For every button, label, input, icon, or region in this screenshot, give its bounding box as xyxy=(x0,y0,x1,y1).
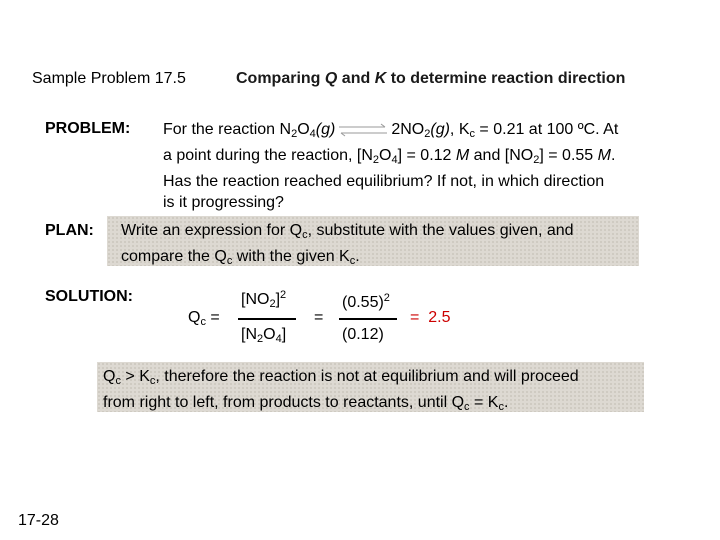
value-denominator: (0.12) xyxy=(342,326,384,343)
fraction-bar xyxy=(238,318,296,320)
title-pre: Comparing xyxy=(236,70,325,87)
title-post: to determine reaction direction xyxy=(386,70,626,87)
solution-label: SOLUTION: xyxy=(45,288,133,305)
title-k: K xyxy=(374,70,387,87)
plan-line-1: Write an expression for $Q_c$, substitute with the values given, and xyxy=(121,222,574,241)
problem-line-4: is it progressing? xyxy=(163,194,284,211)
problem-line-3: Has the reaction reached equilibrium? If not, in which direction xyxy=(163,173,605,190)
value-numerator: $(0.55)^2$ xyxy=(342,292,390,311)
conclusion-text xyxy=(103,366,643,418)
conclusion-line-2: from right to left, from products to reactants, until $Q_c = K_c$. xyxy=(103,394,509,413)
sample-problem-number: Sample Problem 17.5 xyxy=(32,70,186,87)
page-number: 17-28 xyxy=(18,512,59,529)
value-fraction-bar xyxy=(339,318,397,320)
fraction-denominator: $[N_2O_4]$ xyxy=(241,326,287,345)
problem-line-1: For the reaction $N_2O_4(g)$ $2NO_2(g)$, $K_c = 0.21$ at 100 ºC. At xyxy=(163,121,619,140)
equals-sign: = xyxy=(314,309,324,326)
title-q: Q xyxy=(324,70,338,87)
problem-text xyxy=(163,119,693,213)
plan-label: PLAN: xyxy=(45,222,94,239)
result-value: = 2.5 xyxy=(410,309,451,326)
plan-text xyxy=(121,220,636,272)
problem-label: PROBLEM: xyxy=(45,120,131,137)
page-title xyxy=(236,70,625,88)
problem-line-2: a point during the reaction, $[N_2O_4] = 0.12$ M and $[NO_2] = 0.55$ M. xyxy=(163,147,616,166)
title-mid: and xyxy=(337,70,375,87)
fraction-numerator: $[NO_2]^2$ xyxy=(241,289,287,310)
plan-line-2: compare the $Q_c$ with the given $K_c$. xyxy=(121,248,360,267)
conclusion-line-1: $Q_c > K_c$, therefore the reaction is not at equilibrium and will proceed xyxy=(103,368,579,387)
equilibrium-arrow-icon xyxy=(335,123,391,137)
qc-symbol: $Q_c$ = xyxy=(188,309,220,328)
